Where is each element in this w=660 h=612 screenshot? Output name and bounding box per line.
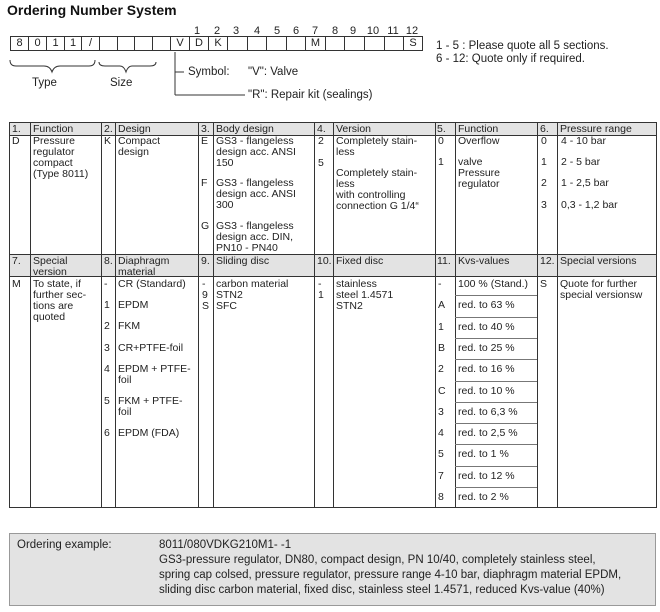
kvs-value: red. to 12 % xyxy=(458,470,515,482)
kvs-row-separator xyxy=(455,402,537,403)
table-column-divider xyxy=(213,122,214,508)
position-number: 2 xyxy=(213,25,221,37)
t2-h12-num: 12. xyxy=(540,255,555,267)
kvs-row-separator xyxy=(455,338,537,339)
t2-c10-text: stainless steel 1.4571 STN2 xyxy=(336,278,394,312)
symbol-label: Symbol: xyxy=(188,66,230,78)
code-brackets-diagram xyxy=(0,0,660,120)
t1-c3-text-e: GS3 - flangeless design acc. ANSI 150 xyxy=(216,135,296,169)
diaphragm-code: 6 xyxy=(104,427,110,439)
kvs-row-separator xyxy=(455,487,537,488)
pressure-range-value: 1 - 2,5 bar xyxy=(561,177,609,189)
kvs-row-separator xyxy=(455,359,537,360)
kvs-value: red. to 6,3 % xyxy=(458,406,518,418)
t2-h11-num: 11. xyxy=(437,255,451,267)
valve-code-label: "V": Valve xyxy=(248,66,299,78)
position-number: 8 xyxy=(331,25,339,37)
ordering-example-code: 8011/080VDKG210M1- -1 xyxy=(159,539,292,551)
code-box: D xyxy=(189,36,209,51)
t1-c3-text-f: GS3 - flangeless design acc. ANSI 300 xyxy=(216,177,296,211)
pressure-range-code: 0 xyxy=(541,135,547,147)
diaphragm-material: EPDM (FDA) xyxy=(118,427,180,439)
kvs-row-separator xyxy=(455,444,537,445)
t2-c10-codes: - 1 xyxy=(318,278,324,301)
t1-h1-num: 1. xyxy=(12,123,21,135)
kvs-value: red. to 10 % xyxy=(458,385,515,397)
kvs-code: - xyxy=(438,278,442,290)
code-box: V xyxy=(170,36,190,51)
kvs-code: 2 xyxy=(438,363,444,375)
t2-h9-num: 9. xyxy=(201,255,210,267)
position-number: 6 xyxy=(292,25,300,37)
kvs-code: A xyxy=(438,299,446,311)
table-column-divider xyxy=(557,122,558,508)
table-column-divider xyxy=(537,122,538,508)
kvs-code: C xyxy=(438,385,446,397)
size-label: Size xyxy=(110,77,133,89)
kvs-code: 4 xyxy=(438,427,444,439)
t1-c4-text-2: Completely stain- less xyxy=(336,135,418,158)
t1-c1-text: Pressure regulator compact (Type 8011) xyxy=(33,135,89,180)
t1-c4-code-5: 5 xyxy=(318,157,324,169)
kvs-value: red. to 2 % xyxy=(458,491,509,503)
code-box: 1 xyxy=(46,36,65,51)
diaphragm-material: FKM xyxy=(118,320,141,332)
diaphragm-code: 4 xyxy=(104,363,110,375)
t2-h10-num: 10. xyxy=(317,255,332,267)
kvs-code: 8 xyxy=(438,491,444,503)
kvs-row-separator xyxy=(455,381,537,382)
kvs-code: 5 xyxy=(438,448,444,460)
t2-c9-text: carbon material STN2 SFC xyxy=(216,278,289,312)
t1-c2-code: K xyxy=(104,135,112,147)
diaphragm-code: 5 xyxy=(104,395,110,407)
t1-h5-num: 5. xyxy=(437,123,446,135)
t2-c12-code: S xyxy=(540,278,548,290)
note-required-sections: 1 - 5 : Please quote all 5 sections. xyxy=(436,40,609,52)
table-column-divider xyxy=(333,122,334,508)
t2-c9-codes: - 9 S xyxy=(202,278,210,312)
position-number: 3 xyxy=(232,25,240,37)
t1-h3-title: Body design xyxy=(216,123,274,135)
kvs-value: red. to 16 % xyxy=(458,363,515,375)
position-number: 5 xyxy=(273,25,281,37)
table-column-divider xyxy=(435,122,436,508)
code-box: 0 xyxy=(28,36,47,51)
type-label: Type xyxy=(32,77,57,89)
position-number: 4 xyxy=(253,25,261,37)
t1-c4-code-2: 2 xyxy=(318,135,324,147)
t1-h3-num: 3. xyxy=(201,123,210,135)
ordering-example-description: GS3-pressure regulator, DN80, compact design, PN 10/40, completely stainless steel, spring cap colsed, pressure regulator, pressure range 4-10 bar, diaphragm material EPDM, sliding disc carbon material, fixed disc, stainless steel 1.4571, reduced Kvs-value (40%) xyxy=(159,554,622,596)
t1-h2-num: 2. xyxy=(104,123,113,135)
t1-c4-text-5: Completely stain- less with controlling connection G 1/4“ xyxy=(336,167,419,212)
pressure-range-code: 1 xyxy=(541,156,547,168)
t1-c3-text-g: GS3 - flangeless design acc. DIN, PN10 - PN40 xyxy=(216,220,294,254)
t2-c12-text: Quote for further special versionsw xyxy=(560,278,643,301)
t2-h9-title: Sliding disc xyxy=(216,255,270,267)
t2-h10-title: Fixed disc xyxy=(336,255,384,267)
kvs-value: red. to 25 % xyxy=(458,342,515,354)
t1-c5-code-1: 1 xyxy=(438,156,444,168)
t1-h1-title: Function xyxy=(33,123,74,135)
code-box: 8 xyxy=(10,36,29,51)
table-column-divider xyxy=(30,122,31,508)
diaphragm-material: FKM + PTFE- foil xyxy=(118,395,183,418)
position-number: 7 xyxy=(311,25,319,37)
t2-c7-text: To state, if further sec- tions are quoted xyxy=(33,278,87,323)
t1-h4-title: Version xyxy=(336,123,372,135)
kvs-row-separator xyxy=(455,317,537,318)
kvs-code: 7 xyxy=(438,470,444,482)
code-box: 1 xyxy=(64,36,82,51)
t1-h6-title: Pressure range xyxy=(560,123,632,135)
t1-h5-title: Function xyxy=(458,123,499,135)
table-column-divider xyxy=(115,122,116,508)
note-optional-sections: 6 - 12: Quote only if required. xyxy=(436,53,585,65)
kvs-value: red. to 2,5 % xyxy=(458,427,518,439)
diaphragm-material: EPDM xyxy=(118,299,149,311)
size-bracket xyxy=(99,62,156,72)
kvs-code: 1 xyxy=(438,321,444,333)
table-column-divider xyxy=(455,122,456,508)
t1-c2-text: Compact design xyxy=(118,135,161,158)
diaphragm-code: 2 xyxy=(104,320,110,332)
t1-c5-code-0: 0 xyxy=(438,135,444,147)
pressure-range-value: 0,3 - 1,2 bar xyxy=(561,199,618,211)
t1-h6-num: 6. xyxy=(540,123,549,135)
ordering-example-label: Ordering example: xyxy=(17,539,112,551)
t2-h8-num: 8. xyxy=(104,255,113,267)
t1-c3-code-g: G xyxy=(201,220,210,232)
repair-kit-code-label: "R": Repair kit (sealings) xyxy=(248,89,373,101)
t2-h7-title: Special version xyxy=(33,255,68,278)
table-column-divider xyxy=(198,122,199,508)
position-number: 9 xyxy=(349,25,357,37)
position-number: 10 xyxy=(366,25,380,37)
t1-c3-code-f: F xyxy=(201,177,208,189)
pressure-range-value: 4 - 10 bar xyxy=(561,135,606,147)
code-box: K xyxy=(208,36,228,51)
kvs-code: 3 xyxy=(438,406,444,418)
diaphragm-code: 1 xyxy=(104,299,110,311)
kvs-row-separator xyxy=(455,466,537,467)
t2-h11-title: Kvs-values xyxy=(458,255,510,267)
kvs-value: red. to 1 % xyxy=(458,448,509,460)
t2-h7-num: 7. xyxy=(12,255,21,267)
kvs-value: red. to 40 % xyxy=(458,321,515,333)
type-bracket xyxy=(10,60,95,72)
kvs-row-separator xyxy=(455,423,537,424)
pressure-range-code: 2 xyxy=(541,177,547,189)
table-column-divider xyxy=(656,122,657,508)
pressure-range-code: 3 xyxy=(541,199,547,211)
page-title: Ordering Number System xyxy=(7,2,177,18)
position-number: 12 xyxy=(405,25,419,37)
kvs-value: 100 % (Stand.) xyxy=(458,278,529,290)
pressure-range-value: 2 - 5 bar xyxy=(561,156,601,168)
position-number: 1 xyxy=(193,25,201,37)
table-column-divider xyxy=(314,122,315,508)
code-box: / xyxy=(81,36,100,51)
code-box: S xyxy=(403,36,423,51)
diaphragm-code: - xyxy=(104,278,108,290)
position-number: 11 xyxy=(387,25,399,37)
t1-c5-text-1: valve Pressure regulator xyxy=(458,156,501,190)
table-column-divider xyxy=(101,122,102,508)
t1-c1-code: D xyxy=(12,135,20,147)
kvs-code: B xyxy=(438,342,446,354)
t1-c5-text-0: Overflow xyxy=(458,135,500,147)
t2-h8-title: Diaphragm material xyxy=(118,255,170,278)
kvs-value: red. to 63 % xyxy=(458,299,515,311)
code-box: M xyxy=(305,36,326,51)
diaphragm-material: EPDM + PTFE- foil xyxy=(118,363,191,386)
kvs-row-separator xyxy=(455,295,537,296)
t1-h4-num: 4. xyxy=(317,123,326,135)
diaphragm-code: 3 xyxy=(104,342,110,354)
table-column-divider xyxy=(9,122,10,508)
diaphragm-material: CR+PTFE-foil xyxy=(118,342,184,354)
t2-c7-code: M xyxy=(12,278,21,290)
t1-h2-title: Design xyxy=(118,123,151,135)
diaphragm-material: CR (Standard) xyxy=(118,278,186,290)
t2-h12-title: Special versions xyxy=(560,255,637,267)
t1-c3-code-e: E xyxy=(201,135,209,147)
